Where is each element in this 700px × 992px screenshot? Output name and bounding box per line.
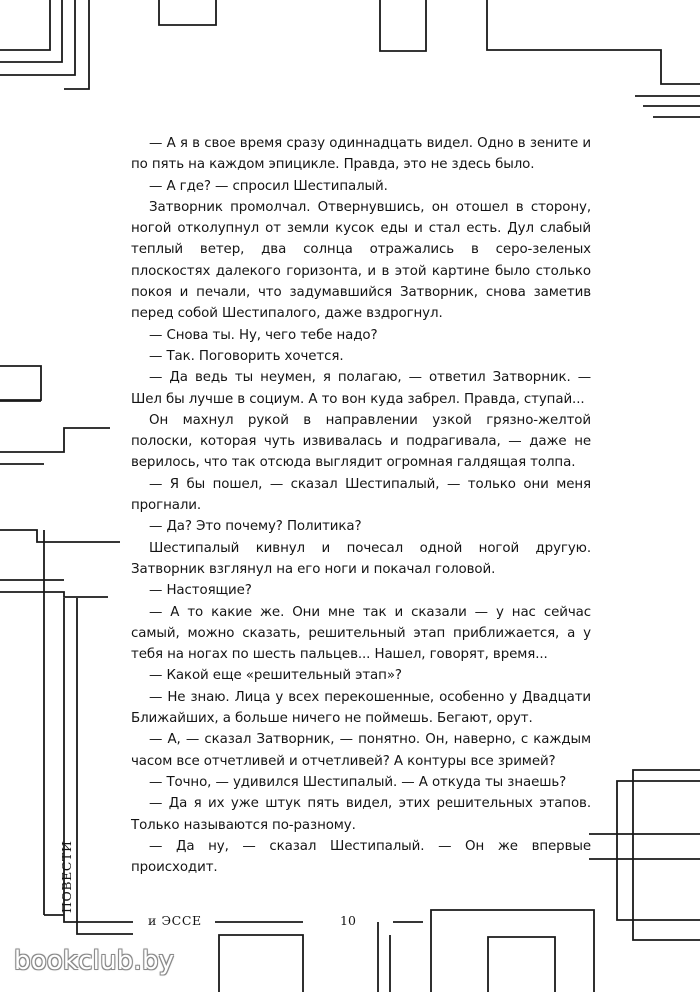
paragraph: — Я бы пошел, — сказал Шестипалый, — только они меня прогнали.	[131, 476, 591, 514]
paragraph: — Снова ты. Ну, чего тебе надо?	[149, 327, 378, 343]
paragraph: — Да ведь ты неумен, я полагаю, — ответил Затворник. — Шел бы лучше в социум. А то вон куда забрел. Правда, ступай...	[131, 370, 591, 407]
section-label-continuation: и ЭССЕ	[148, 913, 202, 928]
paragraph: — А я в свое время сразу одиннадцать видел. Одно в зените и по пять на каждом эпицикле. Правда, это не здесь было.	[131, 136, 591, 173]
paragraph: — А где? — спросил Шестипалый.	[149, 178, 388, 194]
frame-line	[0, 0, 62, 62]
frame-line	[617, 781, 700, 920]
frame-line	[0, 428, 110, 452]
frame-line	[0, 0, 50, 50]
paragraph: — А, — сказал Затворник, — понятно. Он, наверно, с каждым часом все отчетливей и отчетливей? А контуры все зримей?	[131, 732, 591, 769]
frame-line	[633, 770, 700, 940]
frame-line	[487, 0, 700, 84]
frame-line	[0, 592, 108, 597]
page-text	[131, 133, 591, 878]
paragraph: — Так. Поговорить хочется.	[149, 348, 344, 364]
paragraph: — А то какие же. Они мне так и сказали — у нас сейчас самый, можно сказать, решительный этап приближается, а у тебя на ногах по шесть пальцев... Нашел, говорят, время...	[131, 604, 591, 663]
paragraph: — Настоящие?	[149, 583, 252, 599]
paragraph: — Точно, — удивился Шестипалый. — А откуда ты знаешь?	[149, 774, 567, 790]
section-label: ПОВЕСТИ	[59, 840, 74, 913]
frame-line	[488, 937, 555, 992]
paragraph: — Да ну, — сказал Шестипалый. — Он же впервые происходит.	[131, 838, 591, 876]
paragraph: — Не знаю. Лица у всех перекошенные, особенно у Двадцати Ближайших, а больше ничего не поймешь. Бегают, орут.	[131, 689, 591, 727]
paragraph: Шестипалый кивнул и почесал одной ногой другую. Затворник взглянул на его ноги и покачал головой.	[131, 540, 591, 577]
paragraph: Он махнул рукой в направлении узкой грязно-желтой полоски, которая чуть извивалась и подрагивала, — даже не верилось, что так отсюда выглядит огромная галдящая толпа.	[131, 412, 591, 471]
page-number: 10	[340, 913, 356, 928]
frame-line	[0, 0, 75, 75]
paragraph: — Да я их уже штук пять видел, этих решительных этапов. Только называются по-разному.	[131, 796, 591, 833]
watermark: bookclub.by	[14, 946, 175, 976]
frame-line	[0, 366, 41, 400]
paragraph: — Какой еще «решительный этап»?	[149, 668, 402, 684]
frame-line	[77, 598, 133, 934]
frame-line	[380, 0, 426, 51]
frame-line	[0, 530, 120, 542]
frame-line	[219, 935, 303, 992]
paragraph: — Да? Это почему? Политика?	[149, 519, 362, 535]
frame-line	[64, 598, 133, 922]
frame-line	[159, 0, 216, 25]
frame-line	[431, 910, 594, 992]
paragraph: Затворник промолчал. Отвернувшись, он отошел в сторону, ногой отколупнул от земли кусок еды и стал есть. Дул слабый теплый ветер, два солнца отражались в серо-зеленых плоскостях далекого горизонта, и в этой картине было столько покоя и печали, что задумавшийся Затворник, снова заметив перед собой Шестипалого, даже вздрогнул.	[131, 199, 591, 322]
